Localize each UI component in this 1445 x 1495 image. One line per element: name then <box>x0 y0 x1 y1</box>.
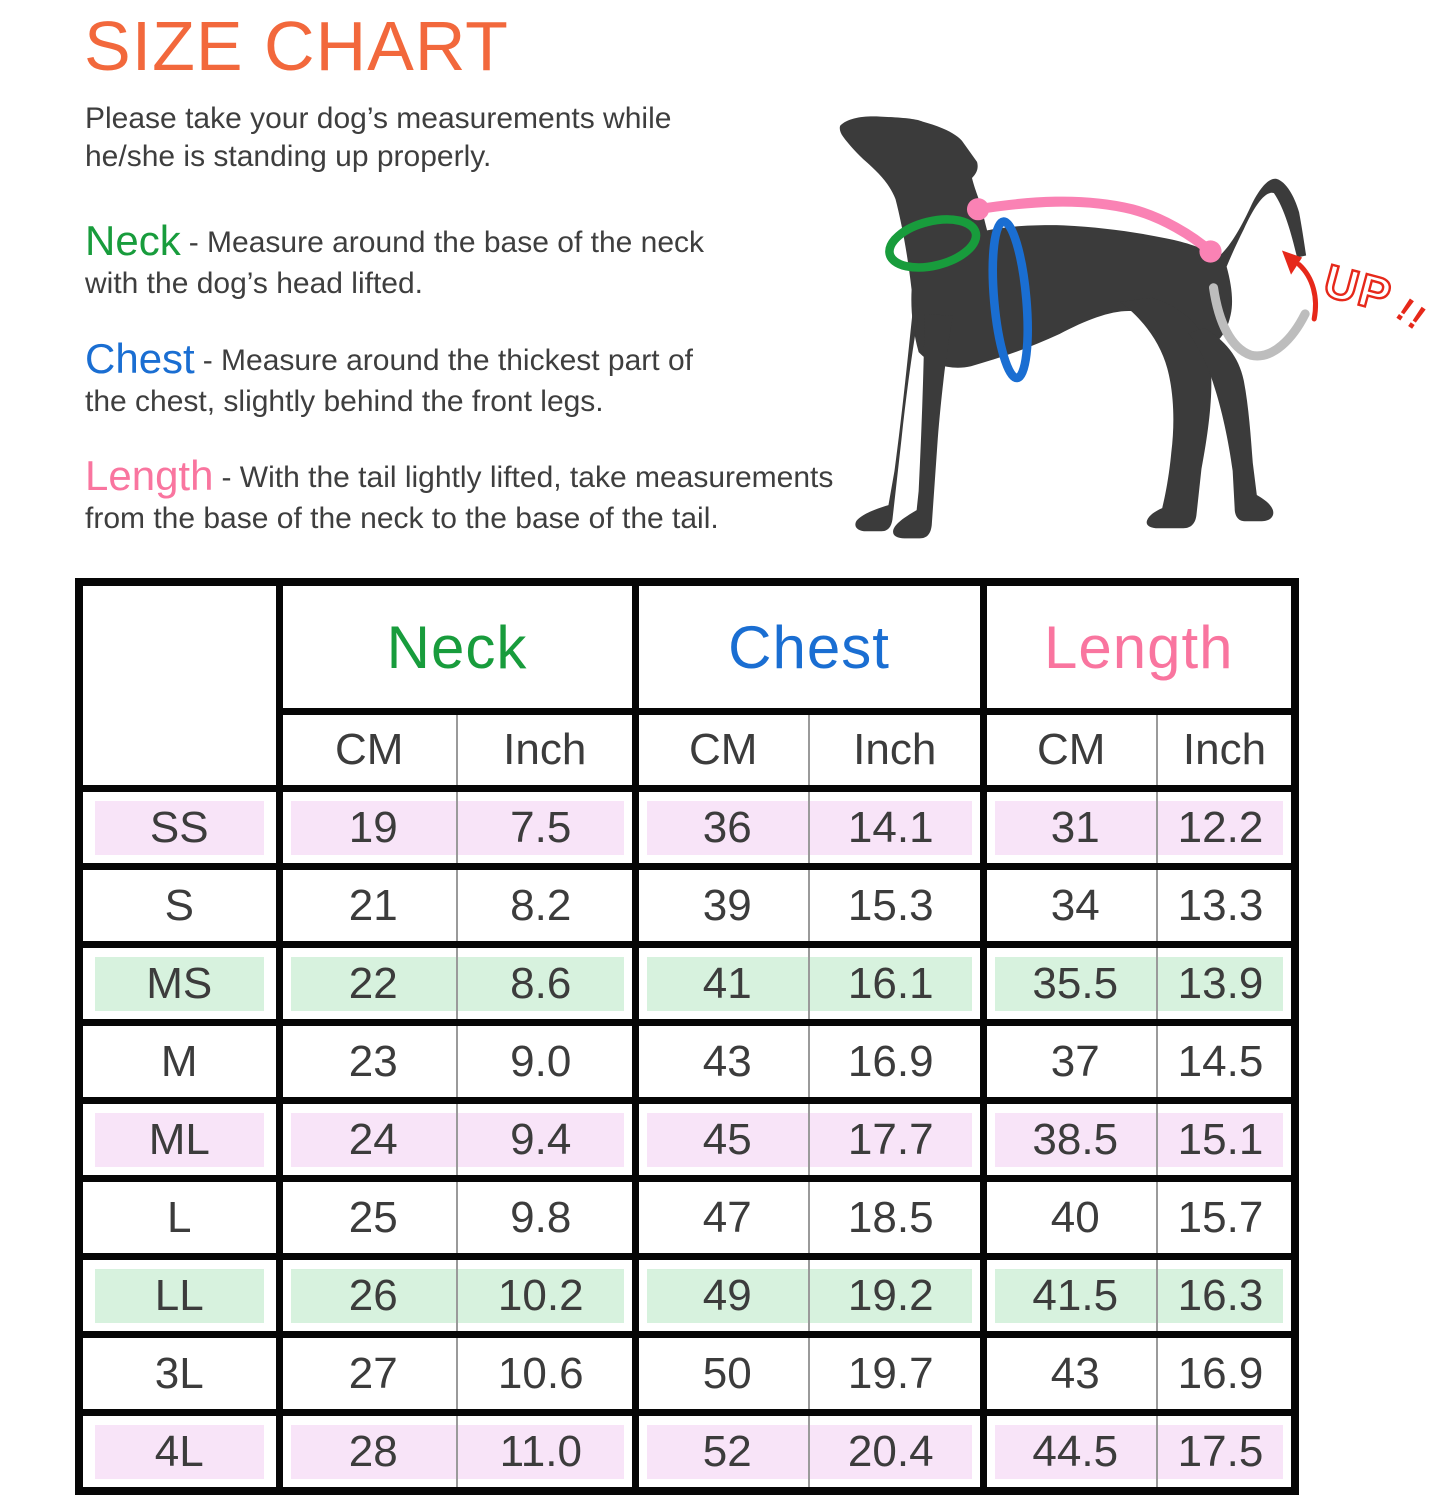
chest-definition-label: Chest <box>85 335 195 382</box>
dog-front-leg-near <box>855 302 919 531</box>
chest-cm-value: 52 <box>647 1425 809 1479</box>
neck-inch-value: 8.6 <box>458 957 624 1011</box>
length-measure-dot-front <box>967 198 989 220</box>
length-cm-value: 44.5 <box>995 1425 1157 1479</box>
table-row-s <box>79 867 1295 945</box>
chest-cm-value: 39 <box>702 880 752 930</box>
table-row-3l <box>79 1335 1295 1413</box>
chest-inch-value: 16.9 <box>847 1036 934 1086</box>
length-inch-value: 16.9 <box>1177 1348 1264 1398</box>
neck-inch-value: 9.0 <box>510 1036 572 1086</box>
dog-measurement-diagram <box>818 88 1442 572</box>
chest-cm-value: 50 <box>702 1348 752 1398</box>
chest-cm-value: 43 <box>702 1036 752 1086</box>
chest-inch-value: 16.1 <box>810 957 972 1011</box>
length-cm-value: 38.5 <box>995 1113 1157 1167</box>
chest-definition <box>85 336 693 420</box>
length-definition-text-2: from the base of the neck to the base of the tail. <box>85 502 719 535</box>
page-title: SIZE CHART <box>84 7 509 85</box>
up-label: UP <box>1318 254 1399 323</box>
chest-cm-value: 45 <box>647 1113 809 1167</box>
neck-inch-value: 7.5 <box>458 801 624 855</box>
neck-definition-text-2: with the dog’s head lifted. <box>85 267 424 300</box>
length-cm-value: 37 <box>1050 1036 1100 1086</box>
size-label: 3L <box>154 1348 204 1398</box>
length-cm-value: 40 <box>1050 1192 1100 1242</box>
chest-cm-value: 41 <box>647 957 809 1011</box>
up-exclamation: !! <box>1389 291 1435 339</box>
chest-definition-text-2: the chest, slightly behind the front legs. <box>85 385 604 418</box>
dog-body <box>840 116 1306 367</box>
chest-column-header: Chest <box>635 582 983 712</box>
size-chart-table <box>75 578 1299 1495</box>
table-row-m <box>79 1023 1295 1101</box>
intro-line-2: he/she is standing up properly. <box>85 140 492 173</box>
neck-definition-label: Neck <box>85 217 181 264</box>
length-inch-value: 14.5 <box>1177 1036 1264 1086</box>
length-inch-header: Inch <box>1182 725 1267 774</box>
chest-cm-value: 49 <box>647 1269 809 1323</box>
length-inch-value: 12.2 <box>1158 801 1283 855</box>
neck-cm-value: 24 <box>291 1113 457 1167</box>
dog-silhouette <box>840 116 1306 538</box>
neck-cm-value: 23 <box>348 1036 398 1086</box>
size-label: L <box>167 1192 192 1242</box>
neck-cm-value: 21 <box>348 880 398 930</box>
neck-cm-header: CM <box>279 712 457 789</box>
neck-cm-value: 25 <box>348 1192 398 1242</box>
chest-inch-value: 19.2 <box>810 1269 972 1323</box>
chest-cm-header: CM <box>635 712 809 789</box>
chest-inch-value: 14.1 <box>810 801 972 855</box>
neck-inch-header: Inch <box>457 712 635 789</box>
length-measure-dot-back <box>1199 240 1221 262</box>
intro-line-1: Please take your dog’s measurements while <box>85 102 672 135</box>
neck-cm-value: 27 <box>348 1348 398 1398</box>
length-definition-label: Length <box>85 452 214 499</box>
size-label: 4L <box>95 1425 264 1479</box>
length-inch-value: 13.3 <box>1177 880 1264 930</box>
size-label: SS <box>95 801 264 855</box>
neck-inch-value: 11.0 <box>458 1425 624 1479</box>
intro-paragraph <box>85 100 671 176</box>
length-cm-value: 35.5 <box>995 957 1157 1011</box>
neck-inch-value: 8.2 <box>510 880 572 930</box>
length-inch-value: 17.5 <box>1158 1425 1283 1479</box>
length-inch-value: 15.7 <box>1177 1192 1264 1242</box>
table-row-l <box>79 1179 1295 1257</box>
chest-cm-value: 47 <box>702 1192 752 1242</box>
length-inch-value: 15.1 <box>1158 1113 1283 1167</box>
length-inch-value: 16.3 <box>1158 1269 1283 1323</box>
neck-inch-value: 9.4 <box>458 1113 624 1167</box>
corner-cell <box>79 582 279 789</box>
length-cm-value: 43 <box>1050 1348 1100 1398</box>
chest-inch-value: 18.5 <box>847 1192 934 1242</box>
chest-inch-value: 15.3 <box>847 880 934 930</box>
table-row-ml <box>79 1101 1295 1179</box>
length-cm-header: CM <box>983 712 1157 789</box>
table-row-ms <box>79 945 1295 1023</box>
neck-column-header: Neck <box>279 582 635 712</box>
size-label: S <box>164 880 194 930</box>
length-cm-value: 41.5 <box>995 1269 1157 1323</box>
neck-cm-value: 22 <box>291 957 457 1011</box>
neck-definition <box>85 218 704 302</box>
neck-inch-value: 9.8 <box>510 1192 572 1242</box>
neck-cm-value: 19 <box>291 801 457 855</box>
size-label: M <box>160 1036 198 1086</box>
size-label: LL <box>95 1269 264 1323</box>
neck-inch-value: 10.6 <box>497 1348 584 1398</box>
length-cm-value: 34 <box>1050 880 1100 930</box>
size-label: MS <box>95 957 264 1011</box>
chest-inch-header: Inch <box>809 712 983 789</box>
chest-inch-value: 20.4 <box>810 1425 972 1479</box>
neck-cm-value: 28 <box>291 1425 457 1479</box>
neck-inch-value: 10.2 <box>458 1269 624 1323</box>
table-row-ss <box>79 789 1295 867</box>
length-definition <box>85 453 833 537</box>
table-row-ll <box>79 1257 1295 1335</box>
length-inch-value: 13.9 <box>1158 957 1283 1011</box>
chest-inch-value: 19.7 <box>847 1348 934 1398</box>
length-column-header: Length <box>983 582 1295 712</box>
chest-inch-value: 17.7 <box>810 1113 972 1167</box>
size-label: ML <box>95 1113 264 1167</box>
chest-cm-value: 36 <box>647 801 809 855</box>
table-row-4l <box>79 1413 1295 1492</box>
neck-definition-text-1: - Measure around the base of the neck <box>188 226 705 259</box>
chest-definition-text-1: - Measure around the thickest part of <box>202 344 693 377</box>
length-definition-text-1: - With the tail lightly lifted, take measurements <box>221 461 834 494</box>
neck-cm-value: 26 <box>291 1269 457 1323</box>
length-cm-value: 31 <box>995 801 1157 855</box>
group-header-row <box>79 582 1295 712</box>
